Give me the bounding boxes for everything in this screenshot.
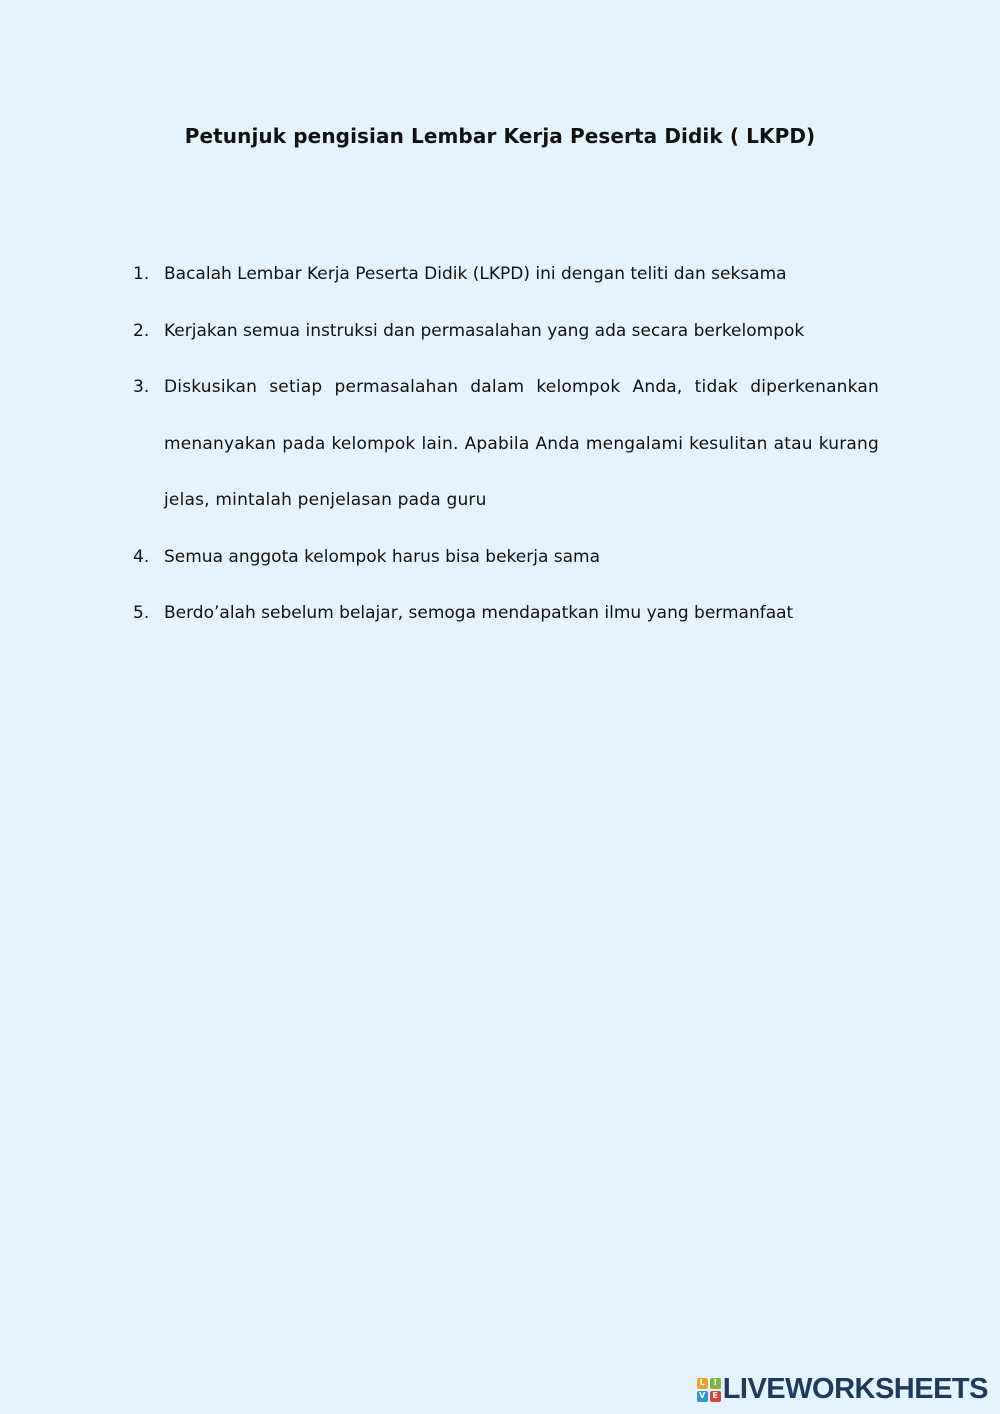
logo-letter-v: V [697, 1391, 708, 1402]
instruction-list [133, 246, 879, 642]
list-item-number: 1. [133, 264, 150, 284]
logo-letter-i: I [710, 1378, 721, 1389]
list-item [133, 585, 879, 642]
list-item-number: 3. [133, 377, 150, 397]
list-item-number: 4. [133, 546, 150, 567]
list-item [133, 303, 879, 360]
list-item [133, 359, 879, 529]
list-item-text: Diskusikan setiap permasalahan dalam kelompok Anda, tidak diperkenankan menanyakan pada kelompok lain. Apabila Anda mengalami kesulitan atau kurang jelas, mintalah penjelasan pada guru [164, 377, 879, 510]
list-item-number: 2. [133, 320, 150, 341]
list-item-number: 5. [133, 603, 150, 623]
logo-letter-e: E [710, 1391, 721, 1402]
logo-letter-l: L [697, 1378, 708, 1389]
list-item-text: Bacalah Lembar Kerja Peserta Didik (LKPD) ini dengan teliti dan seksama [164, 264, 787, 284]
liveworksheets-logo[interactable] [697, 1375, 988, 1404]
list-item [133, 529, 879, 586]
page-title: Petunjuk pengisian Lembar Kerja Peserta Didik ( LKPD) [184, 124, 816, 148]
liveworksheets-wordmark: LIVEWORKSHEETS [722, 1373, 988, 1405]
liveworksheets-logo-icon [697, 1378, 721, 1402]
list-item-text: Berdo’alah sebelum belajar, semoga mendapatkan ilmu yang bermanfaat [164, 603, 794, 623]
list-item-text: Semua anggota kelompok harus bisa bekerja sama [164, 546, 601, 567]
list-item-text: Kerjakan semua instruksi dan permasalahan yang ada secara berkelompok [164, 320, 805, 341]
list-item [133, 246, 879, 303]
